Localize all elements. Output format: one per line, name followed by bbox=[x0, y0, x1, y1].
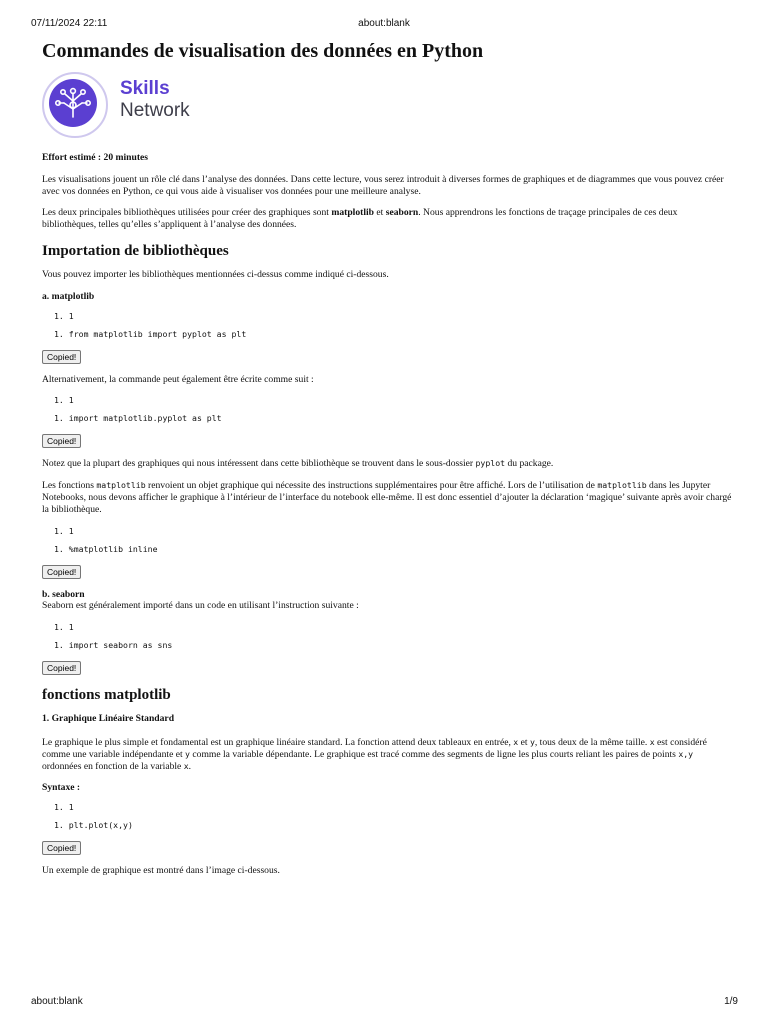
inline-code: y bbox=[529, 736, 535, 747]
text: comme la variable dépendante. Le graphique est tracé comme des segments de ligne les plus courts reliant les paires de points bbox=[189, 748, 679, 760]
code-line: 1. plt.plot(x,y) bbox=[54, 820, 133, 831]
page-title: Commandes de visualisation des données en Python bbox=[42, 40, 484, 62]
code-line: 1. import matplotlib.pyplot as plt bbox=[54, 413, 222, 424]
text: Les deux principales bibliothèques utilisées pour créer des graphiques sont bbox=[42, 207, 332, 219]
text: , tous deux de la même taille. bbox=[534, 736, 650, 748]
code-line: 1. from matplotlib import pyplot as plt bbox=[54, 328, 247, 339]
text: Les fonctions bbox=[42, 480, 97, 492]
text: Le graphique le plus simple et fondamental est un graphique linéaire standard. La fonction attend deux tableaux en entrée, bbox=[42, 736, 514, 748]
text: et bbox=[374, 207, 386, 219]
inline-code: matplotlib bbox=[96, 480, 146, 491]
footer-url: about:blank bbox=[31, 996, 83, 1007]
code-block bbox=[42, 802, 732, 830]
code-block bbox=[42, 395, 732, 423]
text: . bbox=[188, 760, 192, 772]
text: Notez que la plupart des graphiques qui nous intéressent dans cette bibliothèque se trouvent dans le sous-dossier bbox=[42, 458, 476, 470]
code-line: 1. %matplotlib inline bbox=[54, 543, 158, 554]
text: dans les Jupyter Notebooks, nous devons afficher le graphique à l’intérieur de l’interface du notebook elle-même. Il est donc essentiel d’ajouter la déclaration ‘magique’ suivante après avoir chargé la bibliothèque. bbox=[42, 480, 732, 515]
inline-code: x bbox=[183, 760, 189, 771]
print-header bbox=[0, 18, 768, 32]
text: renvoient un objet graphique qui nécessite des instructions supplémentaires pour être affiché. Lors de l’utilisation de bbox=[145, 480, 598, 492]
code-block bbox=[42, 622, 732, 650]
logo-word-network: Network bbox=[120, 100, 190, 121]
inline-code: x bbox=[649, 736, 655, 747]
subheading-line-plot: 1. Graphique Linéaire Standard bbox=[42, 713, 175, 725]
subheading-seaborn-label: b. seaborn bbox=[42, 588, 85, 600]
jupyter-paragraph bbox=[42, 480, 732, 515]
print-datetime: 07/11/2024 22:11 bbox=[31, 18, 108, 29]
logo-word-skills: Skills bbox=[120, 78, 170, 99]
section-heading-import: Importation de bibliothèques bbox=[42, 242, 229, 259]
text: . Nous apprendrons les fonctions de traçage principales de ces deux bibliothèques, telles qu’elles s’appliquent à l’analyse des données. bbox=[42, 207, 678, 231]
code-line-number: 1. 1 bbox=[54, 802, 74, 813]
effort-estimate: Effort estimé : 20 minutes bbox=[42, 152, 149, 163]
example-text: Un exemple de graphique est montré dans l’image ci-dessous. bbox=[42, 865, 280, 877]
copy-button[interactable]: Copied! bbox=[42, 434, 81, 448]
lib-matplotlib: matplotlib bbox=[331, 207, 374, 219]
code-block bbox=[42, 311, 732, 339]
logo-badge bbox=[42, 72, 108, 138]
copy-button[interactable]: Copied! bbox=[42, 565, 81, 579]
intro-paragraph: Les visualisations jouent un rôle clé dans l’analyse des données. Dans cette lecture, vous serez introduit à diverses formes de graphiques et de diagrammes que vous pouvez créer avec vos données en Python, ce qui vous aide à visualiser vos données pour une meilleure analyse. bbox=[42, 173, 724, 197]
text: est considéré comme une variable indépendante et bbox=[42, 736, 707, 760]
subheading-matplotlib: a. matplotlib bbox=[42, 290, 95, 302]
inline-code: pyplot bbox=[475, 458, 506, 469]
lib-seaborn: seaborn bbox=[385, 207, 419, 219]
code-line-number: 1. 1 bbox=[54, 395, 74, 406]
copy-button[interactable]: Copied! bbox=[42, 350, 81, 364]
section-heading-functions: fonctions matplotlib bbox=[42, 687, 171, 704]
code-line-number: 1. 1 bbox=[54, 525, 74, 536]
copy-button[interactable]: Copied! bbox=[42, 661, 81, 675]
import-intro: Vous pouvez importer les bibliothèques mentionnées ci-dessus comme indiqué ci-dessous. bbox=[42, 268, 389, 280]
inline-code: x,y bbox=[678, 748, 694, 759]
copy-button[interactable]: Copied! bbox=[42, 841, 81, 855]
text: et bbox=[518, 736, 530, 748]
pyplot-note bbox=[42, 458, 732, 470]
print-footer bbox=[0, 996, 768, 1010]
inline-code: x bbox=[513, 736, 519, 747]
code-line-number: 1. 1 bbox=[54, 622, 74, 633]
text: ordonnées en fonction de la variable bbox=[42, 760, 184, 772]
seaborn-text: Seaborn est généralement importé dans un code en utilisant l’instruction suivante : bbox=[42, 600, 359, 612]
line-plot-description bbox=[42, 737, 732, 772]
network-tree-icon bbox=[49, 79, 97, 127]
text: du package. bbox=[505, 458, 554, 470]
document-content bbox=[42, 38, 732, 887]
code-block bbox=[42, 526, 732, 554]
subheading-seaborn bbox=[42, 589, 732, 601]
syntax-label: Syntaxe : bbox=[42, 782, 81, 794]
skills-network-logo bbox=[42, 72, 236, 138]
print-url: about:blank bbox=[358, 18, 410, 29]
code-line: 1. import seaborn as sns bbox=[54, 640, 173, 651]
alt-text: Alternativement, la commande peut également être écrite comme suit : bbox=[42, 373, 314, 385]
code-line-number: 1. 1 bbox=[54, 310, 74, 321]
libraries-paragraph bbox=[42, 207, 732, 231]
inline-code: matplotlib bbox=[597, 480, 647, 491]
inline-code: y bbox=[185, 748, 190, 759]
page-number: 1/9 bbox=[724, 996, 738, 1007]
